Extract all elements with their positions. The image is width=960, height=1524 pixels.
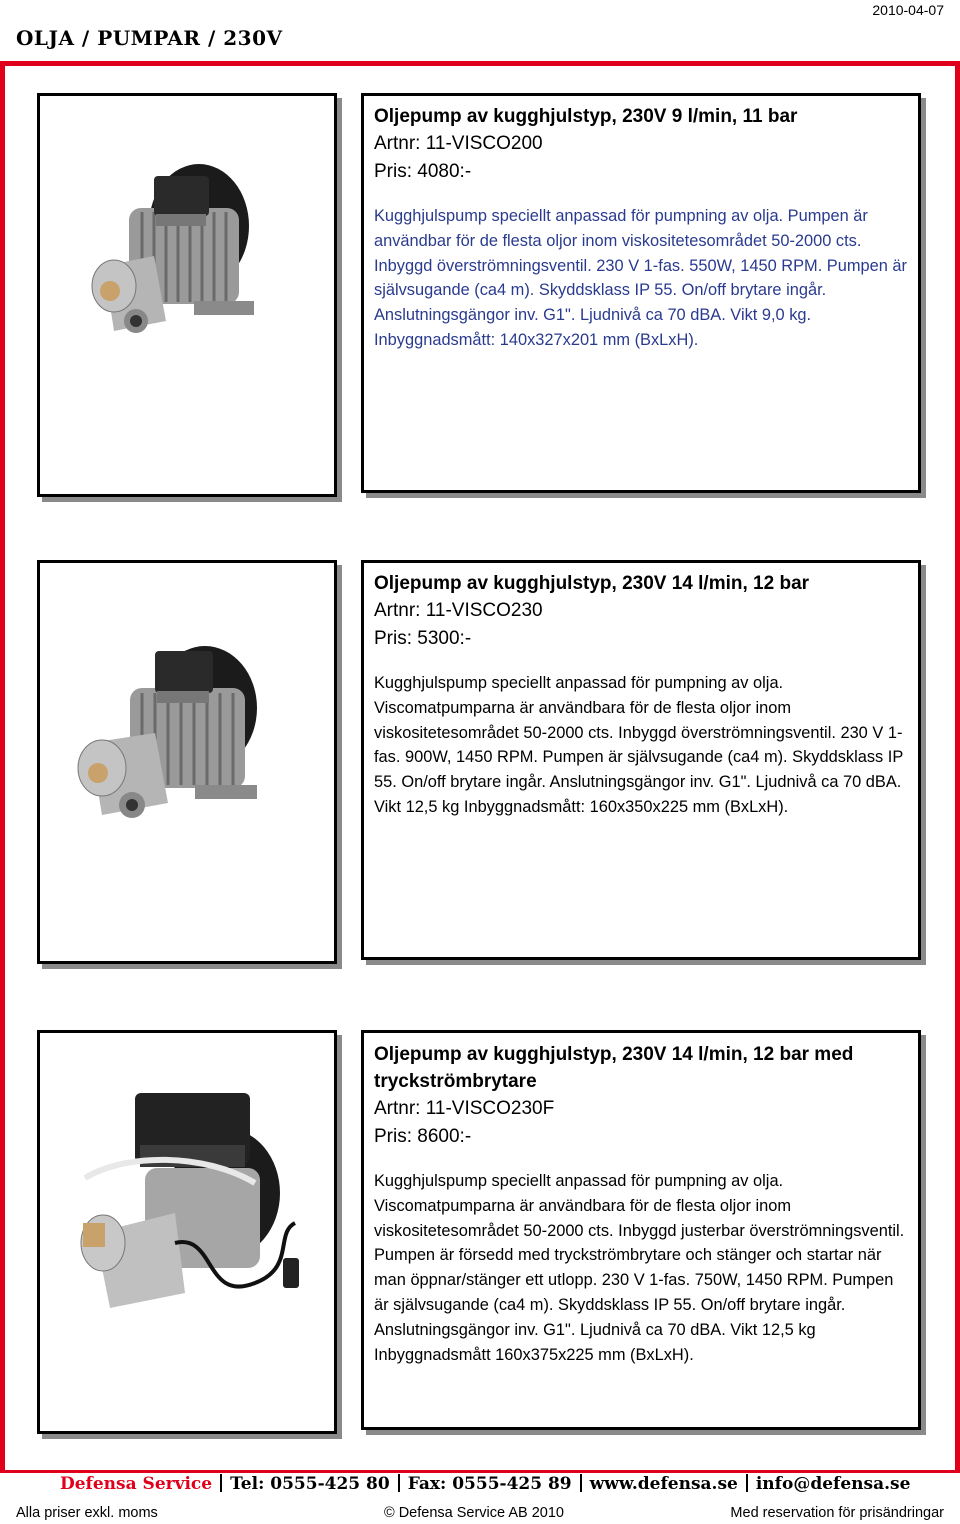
frame-border-top xyxy=(0,61,960,66)
product-card-1 xyxy=(361,93,921,493)
product-description: Kugghjulspump speciellt anpassad för pumpning av olja. Viscomatpumparna är användbara för de flesta oljor inom viskositetesområdet 50-2000 cts. Inbyggd justerbar överströmningsventil. Pumpen är försedd med tryckströmbrytare och stänger och startar när man öppnar/stänger ett utlopp. 230 V 1-fas. 750W, 1450 RPM. Pumpen är självsugande (ca4 m). Skyddsklass IP 55. On/off brytare ingår. Anslutningsgängor inv. G1". Ljudnivå ca 70 dBA. Vikt 12,5 kg Inbyggnadsmått 160x375x225 mm (BxLxH). xyxy=(374,1172,905,1364)
footer-fax: Fax: 0555-425 89 xyxy=(407,1474,572,1494)
footer-separator xyxy=(398,1474,400,1492)
product-title: Oljepump av kugghjulstyp, 230V 14 l/min, 12 bar xyxy=(374,573,810,594)
product-artnr: Artnr: 11-VISCO200 xyxy=(374,133,543,154)
footer-contact-line xyxy=(60,1474,910,1494)
product-artnr: Artnr: 11-VISCO230F xyxy=(374,1098,555,1119)
footer-copyright: © Defensa Service AB 2010 xyxy=(384,1505,564,1521)
product-description: Kugghjulspump speciellt anpassad för pumpning av olja. Viscomatpumparna är användbara för de flesta oljor inom viskositetesområdet 50-2000 cts. Inbyggd överströmningsventil. 230 V 1-fas. 900W, 1450 RPM. Pumpen är självsugande (ca4 m). Skyddsklass IP 55. On/off brytare ingår. Anslutningsgängor inv. G1". Ljudnivå ca 70 dBA. Vikt 12,5 kg Inbyggnadsmått: 160x350x225 mm (BxLxH). xyxy=(374,674,903,816)
footer-email-link[interactable]: info@defensa.se xyxy=(755,1474,911,1494)
product-price: Pris: 8600:- xyxy=(374,1126,472,1147)
product-photo-box-1 xyxy=(37,93,337,497)
oil-pump-image xyxy=(74,156,294,356)
footer-phone: Tel: 0555-425 80 xyxy=(230,1474,390,1494)
product-price: Pris: 5300:- xyxy=(374,628,472,649)
oil-pump-image xyxy=(70,633,300,833)
footer-separator xyxy=(220,1474,222,1492)
footer-prices-note: Alla priser exkl. moms xyxy=(16,1505,158,1521)
footer-company: Defensa Service xyxy=(60,1474,213,1494)
footer-separator xyxy=(746,1474,748,1492)
frame-border-bottom xyxy=(0,1470,960,1473)
product-title: Oljepump av kugghjulstyp, 230V 14 l/min, 12 bar med tryckströmbrytare xyxy=(374,1044,854,1092)
frame-border-right xyxy=(955,61,960,1472)
product-photo-box-3 xyxy=(37,1030,337,1434)
frame-border-left xyxy=(0,61,5,1472)
page-title: OLJA / PUMPAR / 230V xyxy=(16,26,283,50)
product-artnr: Artnr: 11-VISCO230 xyxy=(374,600,543,621)
product-title: Oljepump av kugghjulstyp, 230V 9 l/min, 11 bar xyxy=(374,106,798,127)
product-photo-box-2 xyxy=(37,560,337,964)
product-card-3 xyxy=(361,1030,921,1430)
page-date: 2010-04-07 xyxy=(872,2,944,18)
footer-separator xyxy=(580,1474,582,1492)
product-description: Kugghjulspump speciellt anpassad för pumpning av olja. Pumpen är användbar för de flesta oljor inom viskositetesområdet 50-2000 cts. Inbyggd överströmningsventil. 230 V 1-fas. 550W, 1450 RPM. Pumpen är självsugande (ca4 m). Skyddsklass IP 55. On/off brytare ingår. Anslutningsgängor inv. G1". Ljudnivå ca 70 dBA. Vikt 9,0 kg. Inbyggnadsmått: 140x327x201 mm (BxLxH). xyxy=(374,207,907,349)
product-price: Pris: 4080:- xyxy=(374,161,472,182)
footer-web-link[interactable]: www.defensa.se xyxy=(589,1474,738,1494)
footer-reservation: Med reservation för prisändringar xyxy=(730,1505,944,1521)
oil-pump-with-pressure-switch-image xyxy=(65,1083,310,1313)
product-card-2 xyxy=(361,560,921,960)
